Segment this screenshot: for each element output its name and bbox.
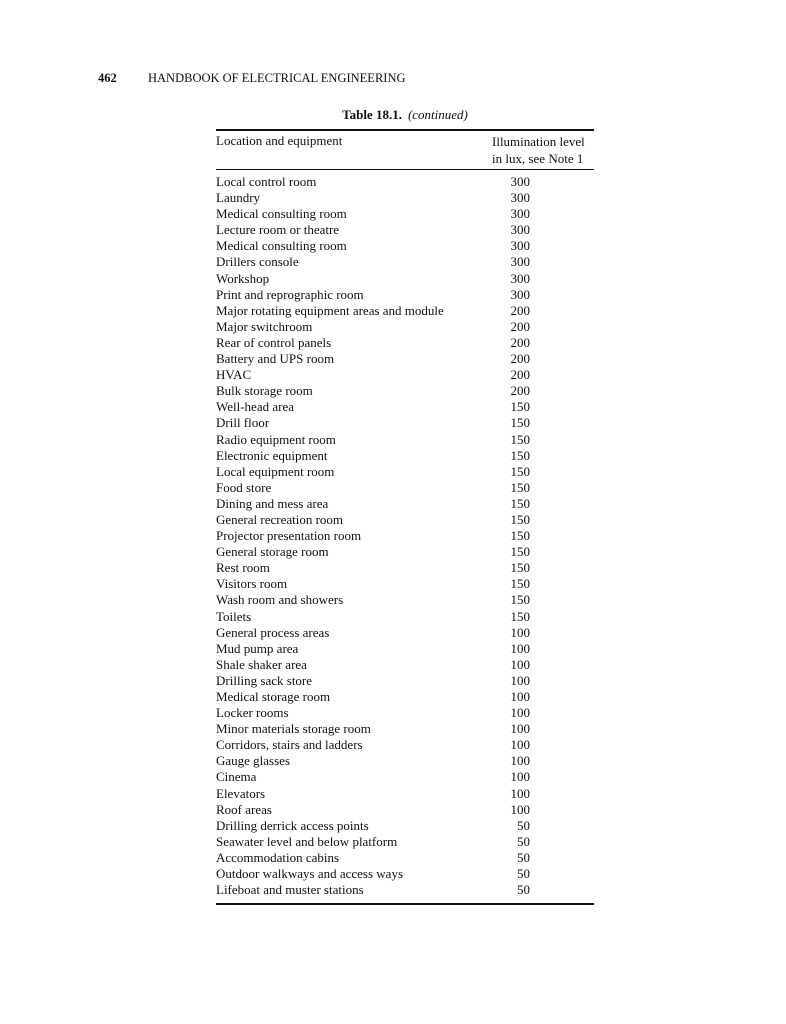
page-number: 462	[98, 71, 117, 85]
cell-illumination-level: 150	[510, 447, 530, 463]
cell-illumination-level: 150	[510, 495, 530, 511]
cell-location: Shale shaker area	[216, 656, 307, 672]
table-row	[216, 303, 594, 319]
table-row	[216, 190, 594, 206]
cell-location: Gauge glasses	[216, 753, 291, 769]
cell-location: Accommodation cabins	[216, 849, 340, 865]
column-header-location: Location and equipment	[216, 133, 343, 148]
cell-location: Medical consulting room	[216, 206, 347, 222]
cell-illumination-level: 50	[517, 833, 530, 849]
table-row	[216, 287, 594, 303]
table-row	[216, 415, 594, 431]
cell-location: Minor materials storage room	[216, 721, 371, 737]
cell-location: Workshop	[216, 270, 270, 286]
cell-location: Local equipment room	[216, 463, 335, 479]
cell-illumination-level: 300	[510, 286, 530, 302]
cell-location: Drilling sack store	[216, 672, 313, 688]
cell-illumination-level: 100	[510, 705, 530, 721]
table-row	[216, 544, 594, 560]
cell-illumination-level: 100	[510, 640, 530, 656]
cell-illumination-level: 200	[510, 302, 530, 318]
column-header-illumination-line2: in lux, see Note 1	[492, 151, 584, 166]
cell-illumination-level: 100	[510, 737, 530, 753]
cell-illumination-level: 150	[510, 415, 530, 431]
cell-location: Battery and UPS room	[216, 351, 335, 367]
table-row	[216, 238, 594, 254]
column-header-illumination-line1: Illumination level	[492, 134, 585, 149]
cell-illumination-level: 150	[510, 511, 530, 527]
cell-illumination-level: 300	[510, 190, 530, 206]
cell-illumination-level: 150	[510, 431, 530, 447]
cell-location: Medical storage room	[216, 689, 331, 704]
cell-illumination-level: 300	[510, 222, 530, 238]
table-row	[216, 625, 594, 641]
cell-location: Print and reprographic room	[216, 286, 364, 302]
table-row	[216, 609, 594, 625]
cell-location: Lifeboat and muster stations	[216, 882, 364, 898]
cell-illumination-level: 300	[510, 270, 530, 286]
cell-illumination-level: 300	[510, 206, 530, 222]
cell-location: Local control room	[216, 174, 317, 189]
cell-location: Food store	[216, 479, 272, 495]
cell-location: Seawater level and below platform	[216, 833, 398, 849]
table-row	[216, 271, 594, 287]
cell-location: Lecture room or theatre	[216, 222, 340, 238]
cell-location: Bulk storage room	[216, 383, 313, 399]
cell-location: Major switchroom	[216, 318, 313, 334]
table-row	[216, 737, 594, 753]
cell-illumination-level: 100	[510, 785, 530, 801]
cell-illumination-level: 300	[510, 238, 530, 254]
cell-location: Drilling derrick access points	[216, 817, 369, 833]
cell-location: Well-head area	[216, 399, 294, 415]
cell-location: Dining and mess area	[216, 495, 329, 511]
cell-illumination-level: 200	[510, 367, 530, 383]
table-row	[216, 592, 594, 608]
cell-illumination-level: 200	[510, 383, 530, 399]
cell-illumination-level: 150	[510, 560, 530, 576]
table-row	[216, 802, 594, 818]
cell-location: Electronic equipment	[216, 447, 328, 463]
cell-illumination-level: 50	[517, 849, 530, 865]
cell-illumination-level: 100	[510, 753, 530, 769]
table-row	[216, 351, 594, 367]
cell-illumination-level: 150	[510, 399, 530, 415]
cell-location: Wash room and showers	[216, 592, 344, 608]
cell-location: General recreation room	[216, 511, 344, 527]
running-head	[98, 71, 406, 86]
table-row	[216, 753, 594, 769]
table-row	[216, 448, 594, 464]
cell-location: Cinema	[216, 769, 257, 785]
table-row	[216, 641, 594, 657]
cell-illumination-level: 100	[510, 689, 530, 704]
cell-illumination-level: 100	[510, 721, 530, 737]
cell-illumination-level: 150	[510, 592, 530, 608]
table-row	[216, 560, 594, 576]
table-row	[216, 399, 594, 415]
cell-location: Mud pump area	[216, 640, 299, 656]
table-row	[216, 882, 594, 898]
cell-location: Roof areas	[216, 801, 272, 817]
table-row	[216, 335, 594, 351]
cell-location: Outdoor walkways and access ways	[216, 866, 404, 882]
cell-location: HVAC	[216, 367, 252, 383]
table-row	[216, 512, 594, 528]
cell-illumination-level: 50	[517, 817, 530, 833]
cell-illumination-level: 150	[510, 479, 530, 495]
cell-illumination-level: 150	[510, 463, 530, 479]
cell-illumination-level: 100	[510, 672, 530, 688]
cell-location: Medical consulting room	[216, 238, 347, 254]
cell-illumination-level: 300	[510, 174, 530, 189]
table-row	[216, 576, 594, 592]
table-row	[216, 464, 594, 480]
table-row	[216, 480, 594, 496]
table-row	[216, 721, 594, 737]
cell-illumination-level: 150	[510, 576, 530, 592]
table-header-rule	[216, 169, 594, 170]
table-row	[216, 786, 594, 802]
cell-location: Rest room	[216, 560, 270, 576]
cell-illumination-level: 100	[510, 624, 530, 640]
table-row	[216, 222, 594, 238]
table-row	[216, 705, 594, 721]
book-title: HANDBOOK OF ELECTRICAL ENGINEERING	[148, 71, 406, 85]
table-row	[216, 657, 594, 673]
table-row	[216, 367, 594, 383]
cell-location: Locker rooms	[216, 705, 289, 721]
table-caption	[216, 107, 594, 123]
table-row	[216, 319, 594, 335]
cell-location: Projector presentation room	[216, 528, 362, 544]
cell-illumination-level: 200	[510, 334, 530, 350]
cell-illumination-level: 100	[510, 769, 530, 785]
cell-illumination-level: 100	[510, 656, 530, 672]
cell-illumination-level: 50	[517, 882, 530, 898]
cell-location: Toilets	[216, 608, 252, 624]
table-row	[216, 206, 594, 222]
table-body	[216, 174, 594, 898]
cell-location: Elevators	[216, 785, 266, 801]
table-bottom-rule	[216, 903, 594, 905]
table-row	[216, 850, 594, 866]
cell-illumination-level: 200	[510, 318, 530, 334]
table-row	[216, 496, 594, 512]
cell-illumination-level: 300	[510, 254, 530, 270]
table-row	[216, 254, 594, 270]
table-row	[216, 689, 594, 705]
cell-location: Drillers console	[216, 254, 299, 270]
cell-location: Laundry	[216, 190, 261, 206]
table-caption-label: Table 18.1.	[342, 107, 402, 122]
cell-location: Major rotating equipment areas and module	[216, 302, 444, 318]
table-row	[216, 818, 594, 834]
cell-location: Radio equipment room	[216, 431, 336, 447]
table-row	[216, 866, 594, 882]
table-row	[216, 432, 594, 448]
cell-illumination-level: 150	[510, 608, 530, 624]
table-row	[216, 834, 594, 850]
table-row	[216, 528, 594, 544]
cell-illumination-level: 200	[510, 351, 530, 367]
cell-location: Corridors, stairs and ladders	[216, 737, 363, 753]
table-row	[216, 174, 594, 190]
table-row	[216, 673, 594, 689]
cell-location: General process areas	[216, 624, 330, 640]
table-row	[216, 769, 594, 785]
cell-location: General storage room	[216, 544, 329, 560]
table-row	[216, 383, 594, 399]
column-header-illumination	[492, 133, 602, 167]
cell-illumination-level: 150	[510, 544, 530, 560]
cell-location: Drill floor	[216, 415, 270, 431]
cell-illumination-level: 50	[517, 866, 530, 882]
table-top-rule	[216, 129, 594, 131]
cell-location: Visitors room	[216, 576, 288, 592]
cell-illumination-level: 100	[510, 801, 530, 817]
table-caption-note: (continued)	[407, 107, 468, 122]
cell-location: Rear of control panels	[216, 334, 332, 350]
cell-illumination-level: 150	[510, 528, 530, 544]
